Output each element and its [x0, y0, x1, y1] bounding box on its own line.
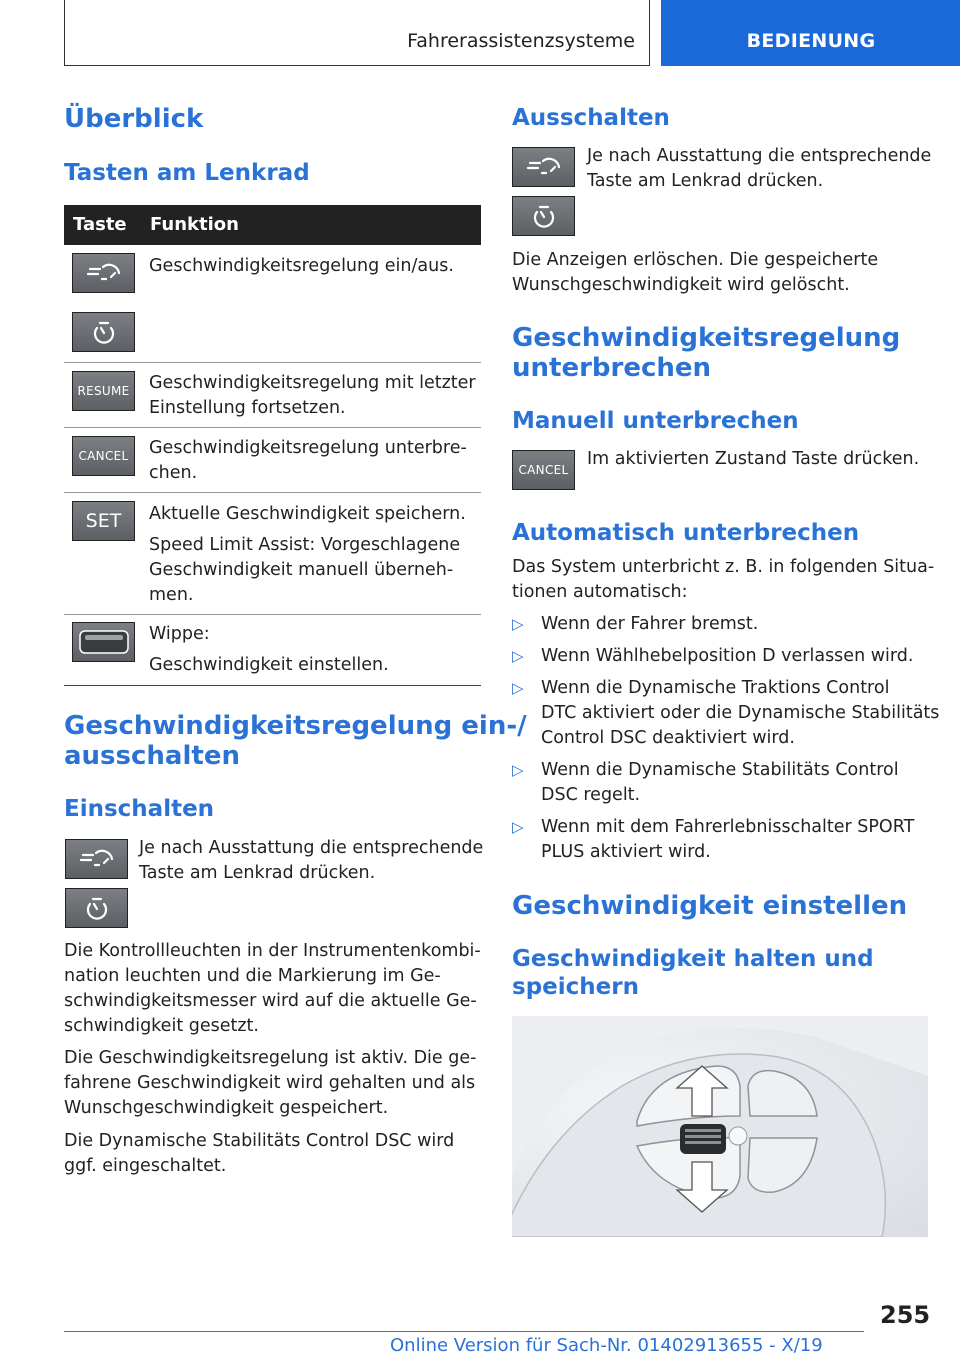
subtitle-auto-interrupt: Automatisch unterbrechen [512, 520, 860, 546]
bullet-marker: ▷ [512, 615, 524, 633]
section-title-onoff-line2: ausschalten [64, 741, 240, 771]
para1-line2: nation leuchten und die Markierung im Ge- [64, 966, 441, 986]
header-chapter-title: BEDIENUNG [746, 30, 876, 52]
header-section-tab [64, 0, 650, 66]
row3-function-line2: chen. [149, 463, 198, 483]
subtitle-manual-interrupt: Manuell unterbrechen [512, 408, 799, 434]
auto-intro-line1: Das System unterbricht z. B. in folgenden Situa- [512, 557, 935, 577]
header-chapter-tab [661, 0, 960, 66]
cancel-key: CANCEL [72, 436, 135, 476]
subtitle-hold-line1: Geschwindigkeit halten und [512, 946, 874, 972]
section-title-interrupt-line2: unterbrechen [512, 353, 712, 383]
subtitle-steering-keys: Tasten am Lenkrad [64, 160, 310, 186]
ausschalten-text-line1: Je nach Ausstattung die entsprechende [587, 146, 932, 166]
para1-line4: schwindigkeit gesetzt. [64, 1016, 259, 1036]
table-header-key: Taste [73, 214, 127, 235]
bullet-marker: ▷ [512, 818, 524, 836]
row2-function-line1: Geschwindigkeitsregelung mit letzter [149, 373, 476, 393]
row4-function-line3: Geschwindigkeit manuell überneh- [149, 560, 454, 580]
row4-function-line4: men. [149, 585, 194, 605]
bullet-marker: ▷ [512, 761, 524, 779]
bullet3-line2: DTC aktiviert oder die Dynamische Stabilitäts [541, 703, 940, 723]
table-divider [64, 362, 481, 363]
ausschalten-para-line2: Wunschgeschwindigkeit wird gelöscht. [512, 275, 850, 295]
subtitle-einschalten: Einschalten [64, 796, 215, 822]
section-title-interrupt-line1: Geschwindigkeitsregelung [512, 323, 901, 353]
section-title-set-speed: Geschwindigkeit einstellen [512, 891, 908, 921]
footer-rule [64, 1331, 864, 1332]
cruise-control-icon [65, 839, 128, 879]
table-divider [64, 614, 481, 615]
bullet3-line3: Control DSC deaktiviert wird. [541, 728, 795, 748]
bullet4-line2: DSC regelt. [541, 785, 641, 805]
bullet5-line1: Wenn mit dem Fahrerlebnisschalter SPORT [541, 817, 915, 837]
section-title-overview: Überblick [64, 104, 204, 134]
cancel-key: CANCEL [512, 450, 575, 490]
row2-function-line2: Einstellung fortsetzen. [149, 398, 346, 418]
row4-function-line2: Speed Limit Assist: Vorgeschlagene [149, 535, 461, 555]
ausschalten-text-line2: Taste am Lenkrad drücken. [587, 171, 824, 191]
para2-line2: fahrene Geschwindigkeit wird gehalten und als [64, 1073, 476, 1093]
bullet4-line1: Wenn die Dynamische Stabilitäts Control [541, 760, 899, 780]
para2-line1: Die Geschwindigkeitsregelung ist aktiv. Die ge- [64, 1048, 477, 1068]
speed-limiter-icon [72, 312, 135, 352]
cruise-control-icon [72, 253, 135, 293]
footer-version-text: Online Version für Sach-Nr. 01402913655 - X/19 [390, 1335, 823, 1356]
row5-function-line1: Wippe: [149, 624, 210, 644]
einschalten-text-line1: Je nach Ausstattung die entsprechende [139, 838, 484, 858]
row4-function-line1: Aktuelle Geschwindigkeit speichern. [149, 504, 466, 524]
row1-function: Geschwindigkeitsregelung ein/aus. [149, 256, 454, 276]
auto-intro-line2: tionen automatisch: [512, 582, 688, 602]
row3-function-line1: Geschwindigkeitsregelung unterbre- [149, 438, 467, 458]
para1-line1: Die Kontrollleuchten in der Instrumentenkombi- [64, 941, 481, 961]
page-number: 255 [880, 1301, 931, 1329]
table-divider [64, 492, 481, 493]
bullet5-line2: PLUS aktiviert wird. [541, 842, 711, 862]
subtitle-ausschalten: Ausschalten [512, 105, 670, 131]
manual-interrupt-text: Im aktivierten Zustand Taste drücken. [587, 449, 920, 469]
einschalten-text-line2: Taste am Lenkrad drücken. [139, 863, 376, 883]
table-header [64, 205, 481, 245]
table-header-function: Funktion [150, 214, 239, 235]
para2-line3: Wunschgeschwindigkeit gespeichert. [64, 1098, 389, 1118]
bullet-marker: ▷ [512, 679, 524, 697]
subtitle-hold-line2: speichern [512, 974, 639, 1000]
bullet1-line1: Wenn der Fahrer bremst. [541, 614, 759, 634]
para1-line3: schwindigkeitsmesser wird auf die aktuelle Ge- [64, 991, 477, 1011]
set-key: SET [72, 501, 135, 541]
rocker-switch-icon [72, 622, 135, 662]
cruise-control-icon [512, 147, 575, 187]
speed-limiter-icon [512, 196, 575, 236]
table-bottom-rule [64, 685, 481, 686]
bullet2-line1: Wenn Wählhebelposition D verlassen wird. [541, 646, 914, 666]
speed-limiter-icon [65, 888, 128, 928]
header-section-title: Fahrerassistenzsysteme [407, 30, 635, 52]
row5-function-line2: Geschwindigkeit einstellen. [149, 655, 389, 675]
bullet-marker: ▷ [512, 647, 524, 665]
para3-line1: Die Dynamische Stabilitäts Control DSC wird [64, 1131, 455, 1151]
para3-line2: ggf. eingeschaltet. [64, 1156, 227, 1176]
ausschalten-para-line1: Die Anzeigen erlöschen. Die gespeicherte [512, 250, 879, 270]
table-divider [64, 427, 481, 428]
steering-wheel-buttons-illustration [512, 1016, 928, 1237]
section-title-onoff-line1: Geschwindigkeitsregelung ein-/ [64, 711, 527, 741]
resume-key: RESUME [72, 371, 135, 411]
bullet3-line1: Wenn die Dynamische Traktions Control [541, 678, 890, 698]
